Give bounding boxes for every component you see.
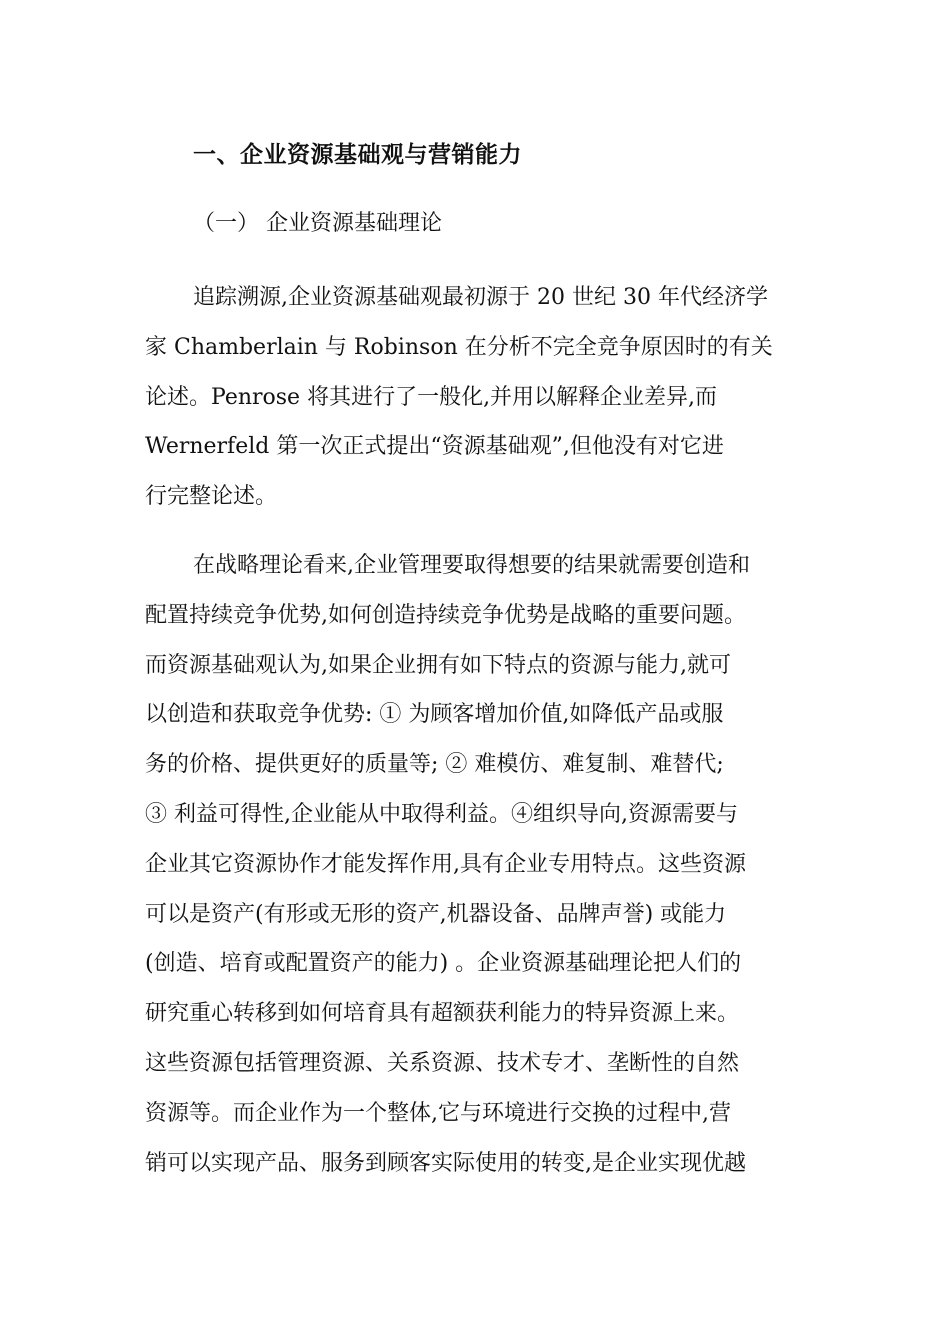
paragraph-line: (创造、培育或配置资产的能力) 。企业资源基础理论把人们的 <box>145 951 742 977</box>
paragraph-line: 行完整论述。 <box>145 484 278 510</box>
paragraph-line: 以创造和获取竞争优势: ① 为顾客增加价值,如降低产品或服 <box>145 702 724 728</box>
paragraph-1 <box>145 273 810 522</box>
paragraph-2 <box>145 541 810 1188</box>
paragraph-line: 研究重心转移到如何培育具有超额获利能力的特异资源上来。 <box>145 1001 740 1027</box>
paragraph-line: 论述。Penrose 将其进行了一般化,并用以解释企业差异,而 <box>145 384 718 410</box>
subsection-heading: （一） 企业资源基础理论 <box>193 211 442 236</box>
paragraph-line: 销可以实现产品、服务到顾客实际使用的转变,是企业实现优越 <box>145 1150 746 1176</box>
paragraph-line: 在战略理论看来,企业管理要取得想要的结果就需要创造和 <box>193 553 750 578</box>
section-heading: 一、企业资源基础观与营销能力 <box>193 141 522 168</box>
paragraph-line: 可以是资产(有形或无形的资产,机器设备、品牌声誉) 或能力 <box>145 901 727 927</box>
paragraph-line: 配置持续竞争优势,如何创造持续竞争优势是战略的重要问题。 <box>145 602 746 628</box>
paragraph-line: 而资源基础观认为,如果企业拥有如下特点的资源与能力,就可 <box>145 652 731 678</box>
paragraph-line: 务的价格、提供更好的质量等; ② 难模仿、难复制、难替代; <box>145 752 724 778</box>
paragraph-line: 企业其它资源协作才能发挥作用,具有企业专用特点。这些资源 <box>145 851 746 877</box>
paragraph-line: 这些资源包括管理资源、关系资源、技术专才、垄断性的自然 <box>145 1050 740 1076</box>
paragraph-line: Wernerfeld 第一次正式提出“资源基础观”,但他没有对它进 <box>145 434 724 460</box>
paragraph-line: 追踪溯源,企业资源基础观最初源于 20 世纪 30 年代经济学 <box>193 285 768 310</box>
paragraph-line: ③ 利益可得性,企业能从中取得利益。④组织导向,资源需要与 <box>145 801 738 827</box>
paragraph-line: 资源等。而企业作为一个整体,它与环境进行交换的过程中,营 <box>145 1100 731 1126</box>
paragraph-line: 家 Chamberlain 与 Robinson 在分析不完全竞争原因时的有关 <box>145 334 773 360</box>
